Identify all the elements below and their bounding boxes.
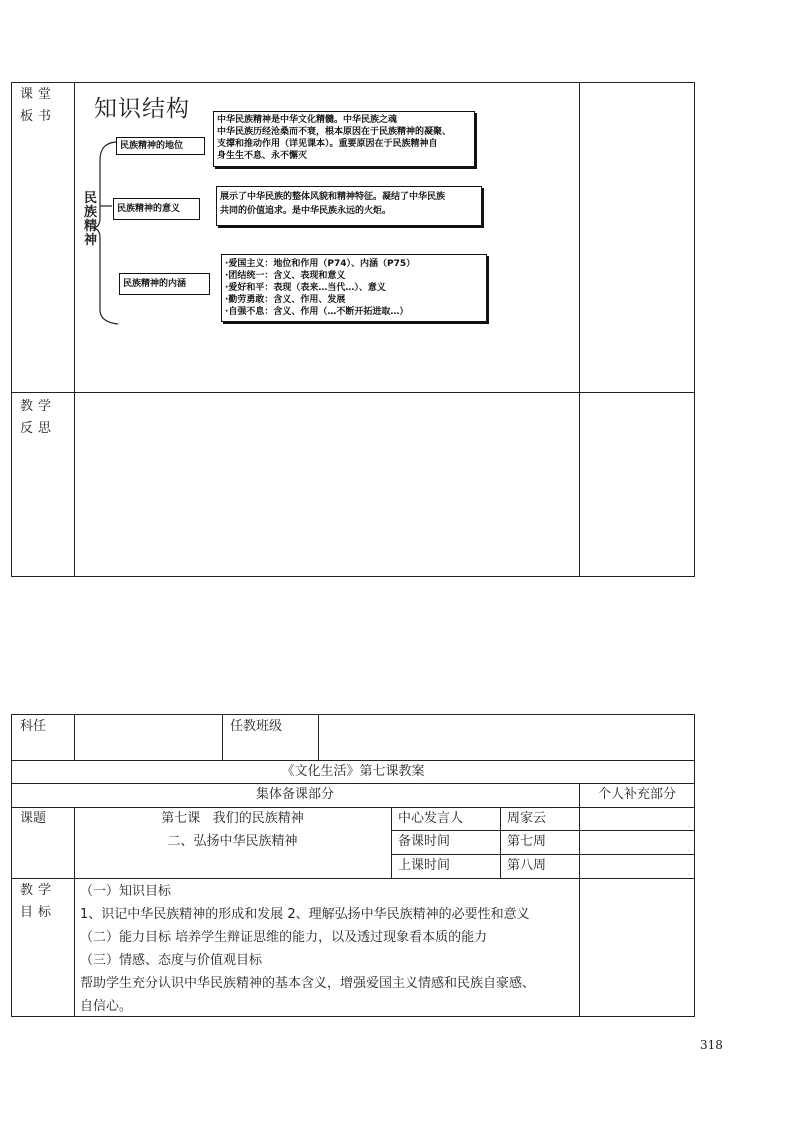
detail-line: ·爱好和平：表现（表来…当代…）、意义 — [225, 283, 386, 293]
class-time-value: 第八周 — [507, 858, 547, 873]
topic-line-1: 第七课 我们的民族精神 — [161, 811, 304, 826]
table-border — [579, 783, 580, 1017]
table-border — [694, 714, 695, 1017]
table-border — [11, 878, 695, 879]
diagram-heading: 知识结构 — [94, 96, 190, 122]
table-border — [222, 714, 223, 761]
table-border — [11, 714, 695, 715]
table-border — [391, 807, 392, 879]
speaker-value: 周家云 — [507, 811, 547, 826]
table-border — [579, 82, 580, 577]
table-border — [318, 714, 319, 761]
table-border — [11, 576, 695, 577]
goals-line: （三）情感、态度与价值观目标 — [80, 953, 263, 968]
goals-line: （二）能力目标 培养学生辩证思维的能力，以及透过现象看本质的能力 — [80, 930, 488, 945]
detail-line: ·爱国主义：地位和作用（P74）、内涵（P75） — [225, 259, 416, 269]
topic-line-2: 二、弘扬中华民族精神 — [167, 834, 298, 849]
branch-box-connotation: 民族精神的内涵 — [119, 273, 210, 295]
detail-line: 中华民族历经沧桑而不衰，根本原因在于民族精神的凝聚、 — [217, 127, 452, 137]
table-border — [74, 714, 75, 761]
goals-line: 自信心。 — [80, 999, 133, 1014]
row-label-board: 课堂板书 — [20, 87, 57, 124]
goals-line: 帮助学生充分认识中华民族精神的基本含义，增强爱国主义情感和民族自豪感、 — [80, 976, 536, 991]
document-title: 《文化生活》第七课教案 — [281, 764, 425, 779]
personal-supplement-label: 个人补充部分 — [597, 787, 676, 802]
table-border — [11, 714, 12, 1017]
detail-line: 展示了中华民族的整体风貌和精神特征。凝结了中华民族 — [220, 192, 446, 202]
branch-box-status: 民族精神的地位 — [116, 137, 205, 155]
table-border — [500, 807, 501, 879]
prep-time-label: 备课时间 — [398, 834, 451, 849]
detail-box-meaning — [216, 186, 482, 226]
detail-line: ·团结统一：含义、表现和意义 — [225, 271, 346, 281]
goals-content — [80, 880, 578, 1018]
detail-line: ·勤劳勇敢：含义、作用、发展 — [225, 295, 346, 305]
prep-time-value: 第七周 — [507, 834, 547, 849]
class-label: 任教班级 — [230, 719, 283, 734]
table-border — [11, 392, 695, 393]
goals-line: 1、识记中华民族精神的形成和发展 2、理解弘扬中华民族精神的必要性和意义 — [80, 907, 530, 922]
goals-line: （一）知识目标 — [80, 884, 172, 899]
class-time-label: 上课时间 — [398, 858, 451, 873]
table-border — [74, 82, 75, 577]
detail-box-status — [213, 111, 475, 167]
subject-label: 科任 — [20, 719, 47, 734]
detail-line: 身生生不息、永不懈灭 — [217, 151, 308, 161]
goals-label: 教学目标 — [20, 883, 57, 920]
table-border — [11, 82, 695, 83]
speaker-label: 中心发言人 — [398, 811, 464, 826]
detail-box-connotation — [221, 254, 487, 322]
detail-line: ·自强不息：含义、作用（…不断开拓进取…） — [225, 307, 409, 317]
branch-box-meaning: 民族精神的意义 — [113, 198, 200, 220]
row-label-reflection: 教学反思 — [20, 399, 57, 436]
collective-prep-label: 集体备课部分 — [255, 787, 334, 802]
topic-label: 课题 — [20, 811, 47, 826]
table-border — [11, 82, 12, 577]
page-number: 318 — [700, 1038, 723, 1052]
vertical-label: 民族精神 — [84, 191, 98, 248]
detail-line: 中华民族精神是中华文化精髓。中华民族之魂 — [217, 115, 398, 125]
detail-line: 支撑和推动作用（详见课本）。重要原因在于民族精神自 — [217, 139, 438, 149]
detail-line: 共同的价值追求。是中华民族永远的火炬。 — [220, 206, 392, 216]
table-border — [694, 82, 695, 577]
